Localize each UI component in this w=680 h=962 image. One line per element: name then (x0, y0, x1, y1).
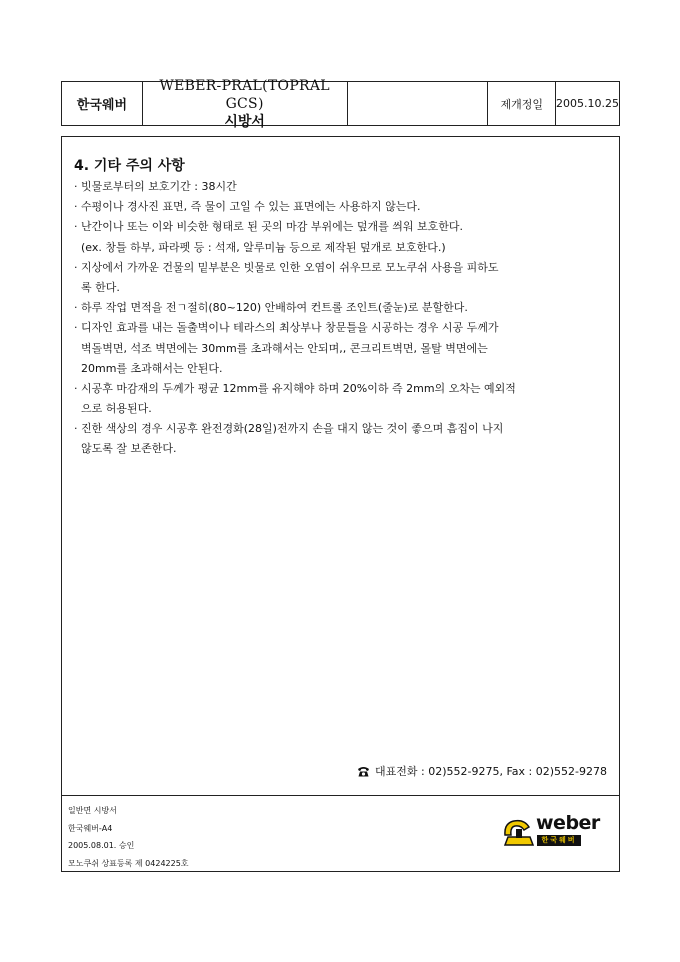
weber-logo (502, 812, 600, 853)
text-line: 않도록 잘 보존한다. (74, 442, 177, 456)
revision-label: 제개정일 (488, 82, 556, 125)
contact-info (357, 763, 607, 779)
precautions-list (74, 177, 614, 460)
text-line: · 디자인 효과를 내는 돌출벽이나 테라스의 최상부나 창문틀을 시공하는 경우 시공 두께가 (74, 321, 499, 335)
text-line: 록 한다. (74, 280, 120, 294)
weber-logo-subtitle: 한국웨버 (537, 835, 581, 846)
section-title: 4. 기타 주의 사항 (74, 158, 185, 174)
weber-logo-text: weber (536, 812, 600, 834)
text-line: · 수평이나 경사진 표면, 즉 물이 고일 수 있는 표면에는 사용하지 않는다. (74, 200, 421, 214)
text-line: · 난간이나 또는 이와 비슷한 형태로 된 곳의 마감 부위에는 덮개를 씌워 보호한다. (74, 220, 463, 234)
document-footer (61, 796, 620, 872)
text-line: · 지상에서 가까운 건물의 밑부분은 빗물로 인한 오염이 쉬우므로 모노쿠쉬 사용을 피하도 (74, 260, 499, 274)
document-title (143, 77, 348, 130)
footer-line: 일반면 시방서 (68, 806, 117, 815)
text-line: (ex. 창틀 하부, 파라펫 등 : 석재, 알루미늄 등으로 제작된 덮개로 보호한다.) (74, 240, 446, 254)
title-kind: 시방서 (224, 113, 265, 130)
footer-notes (68, 802, 189, 872)
text-line: · 하루 작업 면적을 전ㄱ절히(80~120) 안배하여 컨트롤 조인트(줄눈)로 분할한다. (74, 301, 468, 315)
footer-line: 모노쿠쉬 상표등록 제 0424225호 (68, 858, 189, 868)
text-line: 벽돌벽면, 석조 벽면에는 30mm를 초과해서는 안되며,, 콘크리트벽면, 몰탈 벽면에는 (74, 341, 488, 355)
document-header (61, 77, 620, 130)
text-line: · 진한 색상의 경우 시공후 완전경화(28일)전까지 손을 대지 않는 것이 좋으며 흠집이 나지 (74, 422, 504, 436)
contact-text: 대표전화 : 02)552-9275, Fax : 02)552-9278 (375, 765, 607, 778)
text-line: · 빗물로부터의 보호기간 : 38시간 (74, 180, 237, 193)
text-line: · 시공후 마감재의 두께가 평균 12mm를 유지해야 하며 20%이하 즉 2mm의 오차는 예외적 (74, 381, 516, 395)
revision-date: 2005.10.25 (556, 97, 620, 110)
text-line: 으로 허용된다. (74, 402, 152, 416)
document-body (61, 136, 620, 796)
telephone-icon (357, 766, 370, 777)
footer-line: 2005.08.01. 승인 (68, 841, 135, 850)
text-line: 20mm를 초과해서는 안된다. (74, 361, 223, 375)
title-product: WEBER-PRAL(TOPRAL GCS) (159, 77, 330, 112)
header-blank-cell (348, 82, 489, 125)
footer-line: 한국웨버-A4 (68, 823, 113, 833)
weber-logo-mark-icon (502, 815, 536, 849)
company-name: 한국웨버 (62, 82, 143, 125)
